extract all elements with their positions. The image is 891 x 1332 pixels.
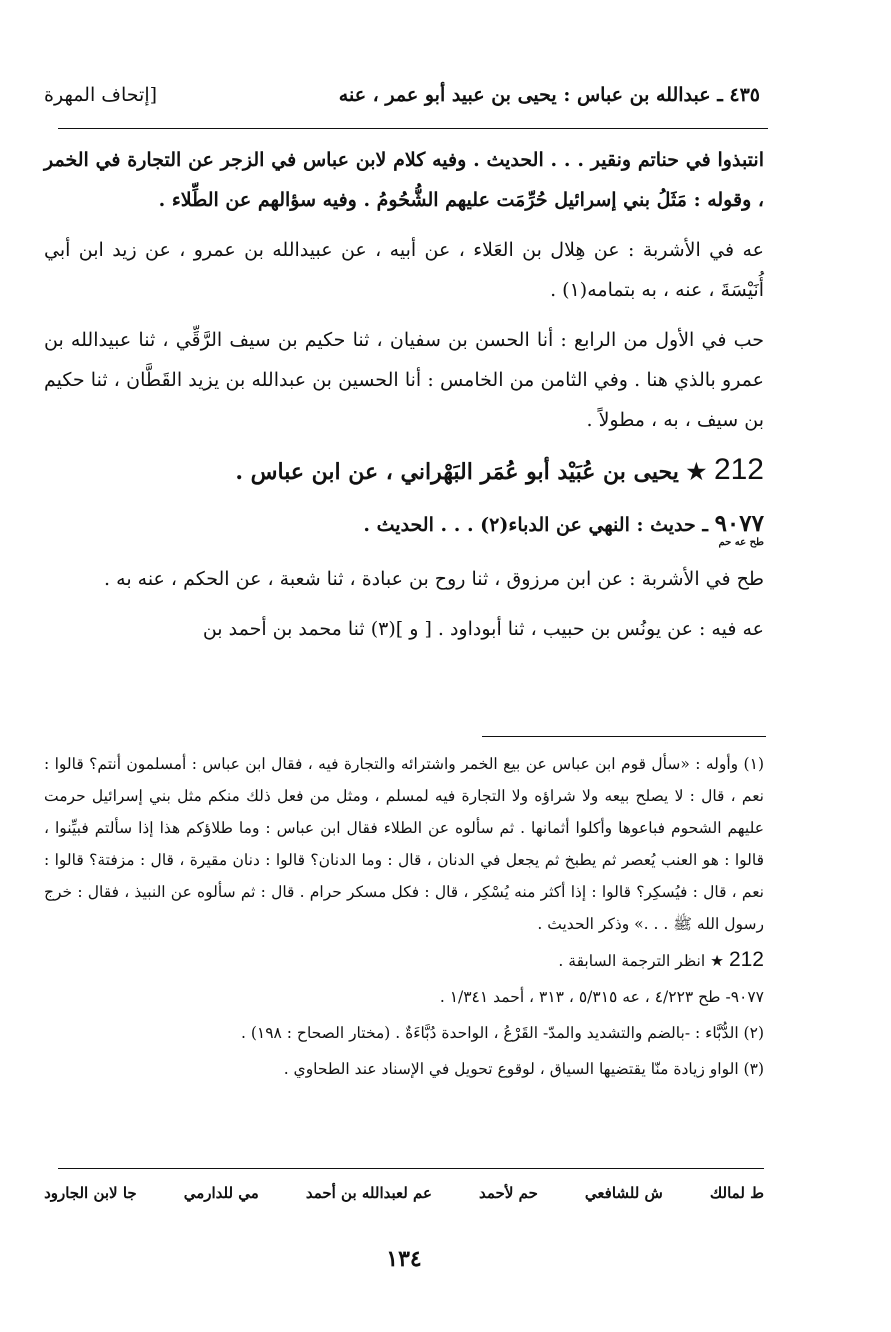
source-paragraph-ah: عه في الأشربة : عن هِلال بن العَلاء ، عن أبيه ، عن عبيدالله بن عمرو ، عن زيد ابن أبي أُنَيْسَةَ ، عنه ، به بتمامه(١) . <box>44 239 764 301</box>
hadith-paragraph: انتبذوا في حناتم ونقير . . . الحديث . وفيه كلام لابن عباس في الزجر عن التجارة في الخمر ، وقوله : مَثَلُ بني إسرائيل حُرِّمَت عليهم الشُّحُومُ . وفيه سؤالهم عن الطِّلاء . <box>44 149 764 211</box>
abbrev-jarud: جا لابن الجارود <box>44 1184 137 1202</box>
hadith-sigla: طح عه حم <box>718 537 764 548</box>
page-number: ١٣٤ <box>386 1246 422 1272</box>
footnote-entry-number: 212 <box>728 948 764 971</box>
hadith-heading <box>44 504 764 549</box>
abbrev-malik: ط لمالك <box>709 1184 764 1202</box>
source-paragraph-hb: حب في الأول من الرابع : أنا الحسن بن سفيان ، ثنا حكيم بن سيف الرَّقِّي ، ثنا عبيدالله بن عمرو بالذي هنا . وفي الثامن من الخامس : أنا الحسين بن عبدالله بن يزيد القَطَّان ، ثنا حكيم بن سيف ، به ، مطولاً . <box>44 329 764 431</box>
abbrev-abdullah: عم لعبدالله بن أحمد <box>305 1184 432 1202</box>
hadith-number: ٩٠٧٧ <box>714 510 764 537</box>
abbreviation-rule <box>58 1168 764 1169</box>
footnote-1: (١) وأوله : «سأل قوم ابن عباس عن بيع الخمر واشترائه والتجارة فيه ، فقال ابن عباس : أمسلمون أنتم؟ قالوا : نعم ، قال : لا يصلح بيعه ولا شراؤه ولا التجارة فيه لمسلم ، ومثل من فعل ذلك منكم مثل بني إسرائيل حرمت عليهم الشحوم فباعوها وأكلوا أثمانها . ثم سألوه عن الطلاء فقال ابن عباس : وما طلاؤكم هذا إذا سألتم فبيِّنوا ، قالوا : هو العنب يُعصر ثم يطبخ ثم يجعل في الدنان ، قال : وما الدنان؟ قالوا : دنان مقيرة ، قال : مزفتة؟ قالوا : نعم ، قال : فيُسكِر؟ قالوا : إذا أكثر منه يُسْكِر ، قال : فكل مسكر حرام . قال : ثم سألوه عن النبيذ ، فقال : خرج رسول الله ﷺ . . .» وذكر الحديث . <box>44 755 764 933</box>
footnote-2: (٢) الدُّبَّاء : -بالضم والتشديد والمدّ- القَرْعُ ، الواحدة دُبَّاءَةٌ . (مختار الصحاح : ١٩٨) . <box>240 1024 764 1042</box>
narrator-name: يحيى بن عُبَيْد أبو عُمَر البَهْراني ، عن ابن عباس . <box>235 459 679 485</box>
narrator-entry <box>44 450 764 492</box>
footnote-3: (٣) الواو زيادة منّا يقتضيها السياق ، لوقوع تحويل في الإسناد عند الطحاوي . <box>283 1060 764 1078</box>
footnote-entry-ref <box>44 944 764 977</box>
header-title: ٤٣٥ ـ عبدالله بن عباس : يحيى بن عبيد أبو عمر ، عنه <box>338 84 760 106</box>
entry-number: 212 <box>713 453 764 486</box>
footnote-entry-text: انظر الترجمة السابقة . <box>558 952 706 970</box>
footnote-rule <box>482 736 766 737</box>
document-page <box>44 0 764 1332</box>
footnotes <box>44 748 764 1089</box>
abbrev-darimi: مي للدارمي <box>183 1184 259 1202</box>
source-paragraph-ah-2: عه فيه : عن يونُس بن حبيب ، ثنا أبوداود . [ و ](٣) ثنا محمد بن أحمد بن <box>202 618 764 640</box>
star-icon: ★ <box>710 952 725 970</box>
abbrev-ahmad: حم لأحمد <box>479 1184 538 1202</box>
star-icon: ★ <box>686 459 707 485</box>
header-rule <box>58 128 768 129</box>
abbreviation-key <box>44 1184 764 1202</box>
running-header <box>44 84 764 114</box>
main-text <box>44 140 764 659</box>
source-paragraph-th: طح في الأشربة : عن ابن مرزوق ، ثنا روح بن عبادة ، ثنا شعبة ، عن الحكم ، عنه به . <box>104 568 764 590</box>
abbrev-shafii: ش للشافعي <box>584 1184 663 1202</box>
header-book-name: [إتحاف المهرة <box>44 84 158 106</box>
footnote-references: ٩٠٧٧- طح ٤/٢٢٣ ، عه ٥/٣١٥ ، ٣١٣ ، أحمد ١/٣٤١ . <box>439 988 764 1006</box>
hadith-title: ـ حديث : النهي عن الدباء(٢) . . . الحديث . <box>363 514 708 536</box>
